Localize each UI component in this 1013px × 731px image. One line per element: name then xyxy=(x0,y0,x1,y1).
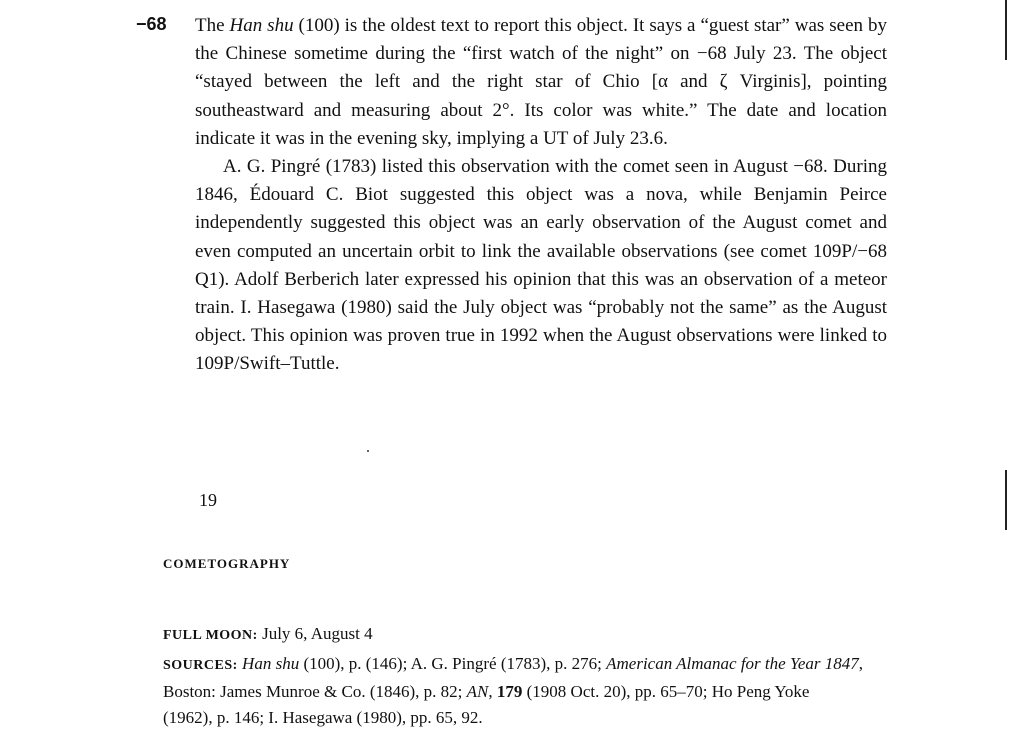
p1-start: The xyxy=(195,15,230,36)
full-moon-line xyxy=(163,624,373,644)
entry-body xyxy=(195,12,887,379)
entry-year: −68 xyxy=(136,14,167,34)
paragraph-1 xyxy=(195,12,887,153)
running-head: COMETOGRAPHY xyxy=(163,556,291,571)
source-an: AN xyxy=(466,682,489,701)
han-shu-title: Han shu xyxy=(229,15,294,36)
paragraph-2: A. G. Pingré (1783) listed this observation with the comet seen in August −68. During 1846, Édouard C. Biot suggested this object was a nova, while Benjamin Peirce independently suggested this object was an early observation of the August comet and even computed an uncertain orbit to link the available observations (see comet 109P/−68 Q1). Adolf Berberich later expressed his opinion that this was an observation of a meteor train. I. Hasegawa (1980) said the July object was “probably not the same” as the August object. This opinion was proven true in 1992 when the August observations were linked to 109P/Swift–Tuttle. xyxy=(195,156,887,375)
p1-rest: (100) is the oldest text to report this object. It says a “guest star” was seen by the Chinese sometime during the “first watch of the night” on −68 July 23. The object “stayed between the left and the right star of Chio [α and ζ Virginis], pointing southeastward and measuring about 2°. Its color was white.” The date and location indicate it was in the evening sky, implying a UT of July 23.6. xyxy=(195,15,887,149)
page-edge-mark-top xyxy=(1005,0,1007,60)
full-moon-label: FULL MOON: xyxy=(163,628,258,643)
full-moon-value: July 6, August 4 xyxy=(257,624,373,643)
sources-line xyxy=(163,651,863,731)
source-volume: 179 xyxy=(496,682,523,701)
source-han-shu: Han shu xyxy=(242,654,300,673)
source-text-2: , Boston: James Munroe & Co. (1846), p. 82; xyxy=(163,654,864,701)
source-text-4: (1908 Oct. 20), pp. 65–70; Ho Peng Yoke (1962), p. 146; I. Hasegawa (1980), pp. 65, 92. xyxy=(163,682,810,727)
page-edge-mark-mid xyxy=(1005,470,1007,530)
source-text-1: (100), p. (146); A. G. Pingré (1783), p. 276; xyxy=(299,654,607,673)
source-text-3: , xyxy=(488,682,497,701)
sources-label: SOURCES: xyxy=(163,658,238,673)
page-number: 19 xyxy=(199,490,217,510)
source-almanac: American Almanac for the Year 1847 xyxy=(606,654,859,673)
speck-mark xyxy=(367,450,369,452)
